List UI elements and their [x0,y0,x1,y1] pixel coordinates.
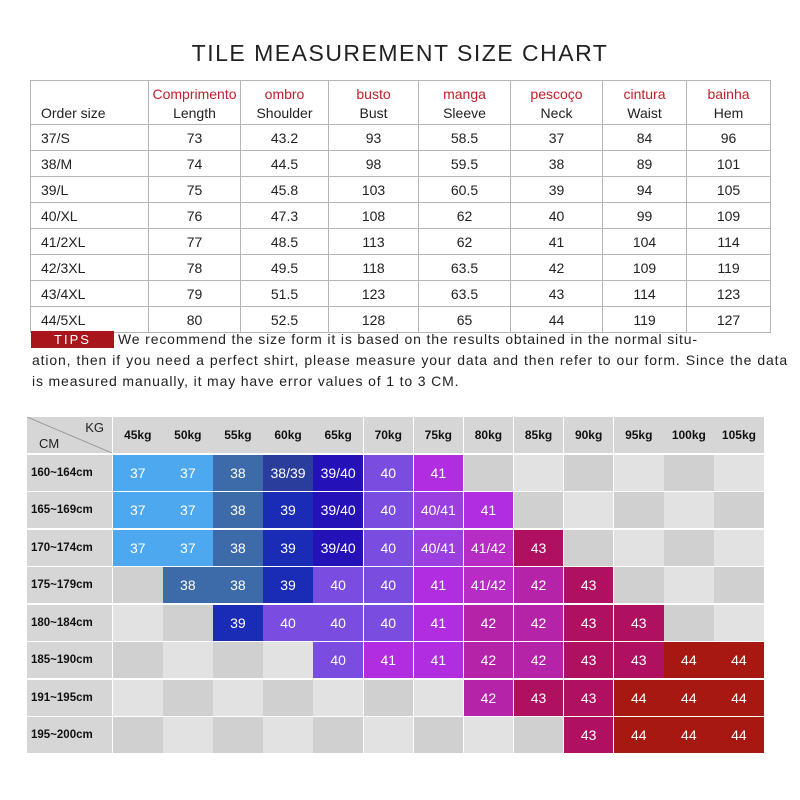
size-cell: 39/40 [313,455,363,491]
size-cell: 44 [664,717,714,753]
empty-cell [564,492,614,528]
size-cell: 41/42 [464,530,514,566]
measurement-cell: 43.2 [241,125,329,151]
weight-header: 80kg [464,417,514,453]
measurement-cell: 63.5 [419,255,511,281]
empty-cell [464,455,514,491]
order-size-cell: 44/5XL [31,307,149,333]
table-row [31,281,771,307]
size-cell: 37 [113,492,163,528]
empty-cell [213,717,263,753]
measurement-cell: 94 [603,177,687,203]
measurement-cell: 109 [687,203,771,229]
measurement-cell: 128 [329,307,419,333]
measurement-cell: 48.5 [241,229,329,255]
size-cell: 38/39 [263,455,313,491]
header-pt-label: ombro [264,86,305,102]
measurement-cell: 52.5 [241,307,329,333]
header-shoulder [241,81,329,125]
header-en-label: Shoulder [256,105,313,121]
size-cell: 43 [564,680,614,716]
empty-cell [313,680,363,716]
size-table-header [31,81,771,125]
size-cell: 42 [514,642,564,678]
measurement-cell: 49.5 [241,255,329,281]
empty-cell [364,717,414,753]
size-cell: 39 [263,530,313,566]
header-pt-label: bainha [707,86,750,102]
size-cell: 39/40 [313,492,363,528]
header-bust [329,81,419,125]
height-label: 185~190cm [27,642,112,678]
measurement-cell: 84 [603,125,687,151]
grid-corner [27,417,112,453]
measurement-cell: 73 [149,125,241,151]
height-label: 191~195cm [27,680,112,716]
header-en-label: Hem [713,105,744,121]
size-cell: 44 [614,680,664,716]
height-label: 175~179cm [27,567,112,603]
order-size-cell: 38/M [31,151,149,177]
empty-cell [664,530,714,566]
size-recommendation-grid [27,417,763,754]
measurement-cell: 123 [329,281,419,307]
size-cell: 43 [564,717,614,753]
empty-cell [564,455,614,491]
measurement-cell: 118 [329,255,419,281]
size-cell: 42 [464,605,514,641]
height-label: 170~174cm [27,530,112,566]
measurement-cell: 60.5 [419,177,511,203]
size-cell: 42 [464,680,514,716]
order-size-cell: 43/4XL [31,281,149,307]
table-row [31,125,771,151]
measurement-cell: 63.5 [419,281,511,307]
size-cell: 41/42 [464,567,514,603]
size-cell: 43 [514,680,564,716]
header-en-label: Length [173,105,216,121]
header-sleeve [419,81,511,125]
weight-header: 70kg [364,417,414,453]
measurement-cell: 41 [511,229,603,255]
empty-cell [464,717,514,753]
order-size-cell: 41/2XL [31,229,149,255]
header-pt-label: manga [443,86,486,102]
empty-cell [113,642,163,678]
measurement-cell: 76 [149,203,241,229]
size-cell: 41 [464,492,514,528]
measurement-cell: 101 [687,151,771,177]
size-cell: 44 [664,642,714,678]
size-cell: 43 [564,642,614,678]
order-size-cell: 42/3XL [31,255,149,281]
measurement-cell: 89 [603,151,687,177]
size-cell: 40 [364,455,414,491]
header-en-label: Bust [359,105,388,121]
empty-cell [263,717,313,753]
measurement-cell: 42 [511,255,603,281]
measurement-cell: 119 [603,307,687,333]
size-cell: 44 [714,717,764,753]
size-cell: 43 [564,567,614,603]
height-label: 180~184cm [27,605,112,641]
measurement-cell: 40 [511,203,603,229]
height-label: 160~164cm [27,455,112,491]
size-cell: 43 [514,530,564,566]
empty-cell [163,680,213,716]
size-cell: 38 [213,530,263,566]
measurement-cell: 80 [149,307,241,333]
weight-header: 65kg [313,417,363,453]
empty-cell [163,717,213,753]
size-cell: 44 [664,680,714,716]
weight-header: 90kg [564,417,614,453]
header-length [149,81,241,125]
empty-cell [414,717,464,753]
size-cell: 38 [213,492,263,528]
size-cell: 42 [514,567,564,603]
weight-header: 45kg [113,417,163,453]
empty-cell [664,567,714,603]
empty-cell [564,530,614,566]
size-cell: 39/40 [313,530,363,566]
size-cell: 40 [364,492,414,528]
tips-line-1: We recommend the size form it is based on the results obtained in the normal situ- [118,331,698,347]
tips-line-rest: ation, then if you need a perfect shirt, please measure your data and then refer to our form. Since the data is measured manually, it may have error values of 1 to 3 CM. [32,352,788,389]
measurement-cell: 47.3 [241,203,329,229]
measurement-cell: 77 [149,229,241,255]
empty-cell [313,717,363,753]
measurement-cell: 96 [687,125,771,151]
empty-cell [664,605,714,641]
measurement-cell: 79 [149,281,241,307]
size-cell: 39 [263,567,313,603]
measurement-cell: 59.5 [419,151,511,177]
kg-label: KG [85,420,104,435]
size-cell: 44 [714,642,764,678]
weight-header: 75kg [414,417,464,453]
header-en-label: Waist [627,105,662,121]
header-pt-label: Comprimento [152,86,237,102]
measurement-cell: 127 [687,307,771,333]
size-cell: 41 [414,642,464,678]
size-cell: 37 [163,455,213,491]
empty-cell [664,492,714,528]
measurement-cell: 39 [511,177,603,203]
measurement-cell: 123 [687,281,771,307]
measurement-cell: 44 [511,307,603,333]
order-size-cell: 37/S [31,125,149,151]
measurement-cell: 99 [603,203,687,229]
measurement-cell: 43 [511,281,603,307]
order-size-cell: 39/L [31,177,149,203]
size-cell: 37 [113,455,163,491]
height-label: 165~169cm [27,492,112,528]
table-row [31,177,771,203]
empty-cell [514,455,564,491]
header-en-label: Sleeve [443,105,486,121]
size-cell: 43 [614,605,664,641]
size-cell: 41 [414,567,464,603]
empty-cell [714,530,764,566]
empty-cell [514,717,564,753]
page-title: TILE MEASUREMENT SIZE CHART [191,40,609,66]
measurement-cell: 45.8 [241,177,329,203]
weight-header: 95kg [614,417,664,453]
measurement-cell: 62 [419,203,511,229]
empty-cell [714,455,764,491]
size-cell: 40/41 [414,530,464,566]
size-table [30,80,771,333]
measurement-cell: 105 [687,177,771,203]
table-row [31,151,771,177]
size-cell: 40 [364,530,414,566]
header-waist [603,81,687,125]
height-label: 195~200cm [27,717,112,753]
measurement-cell: 114 [603,281,687,307]
empty-cell [714,567,764,603]
header-pt-label: cintura [623,86,666,102]
tips-badge: TIPS [31,331,114,348]
size-cell: 40/41 [414,492,464,528]
measurement-cell: 78 [149,255,241,281]
measurement-cell: 104 [603,229,687,255]
measurement-cell: 65 [419,307,511,333]
size-cell: 42 [514,605,564,641]
size-cell: 40 [313,642,363,678]
header-pt-label: busto [356,86,391,102]
header-order-size: Order size [31,81,149,125]
size-cell: 38 [213,455,263,491]
empty-cell [364,680,414,716]
measurement-cell: 74 [149,151,241,177]
measurement-cell: 62 [419,229,511,255]
empty-cell [664,455,714,491]
weight-header: 100kg [664,417,714,453]
measurement-cell: 75 [149,177,241,203]
measurement-cell: 37 [511,125,603,151]
table-row [31,255,771,281]
size-cell: 40 [313,567,363,603]
measurement-cell: 58.5 [419,125,511,151]
measurement-cell: 119 [687,255,771,281]
empty-cell [163,605,213,641]
size-cell: 41 [414,605,464,641]
measurement-cell: 38 [511,151,603,177]
size-cell: 37 [163,492,213,528]
size-cell: 40 [364,605,414,641]
empty-cell [414,680,464,716]
empty-cell [263,642,313,678]
size-cell: 40 [313,605,363,641]
weight-header: 60kg [263,417,313,453]
size-cell: 42 [464,642,514,678]
weight-header: 55kg [213,417,263,453]
size-cell: 39 [213,605,263,641]
empty-cell [213,642,263,678]
weight-header: 50kg [163,417,213,453]
measurement-cell: 108 [329,203,419,229]
cm-label: CM [39,436,60,451]
measurement-cell: 93 [329,125,419,151]
measurement-cell: 103 [329,177,419,203]
empty-cell [614,492,664,528]
measurement-cell: 98 [329,151,419,177]
empty-cell [213,680,263,716]
size-cell: 44 [614,717,664,753]
size-cell: 40 [364,567,414,603]
empty-cell [514,492,564,528]
empty-cell [163,642,213,678]
header-hem [687,81,771,125]
measurement-cell: 114 [687,229,771,255]
table-row [31,229,771,255]
size-cell: 38 [213,567,263,603]
header-en-label: Neck [540,105,573,121]
header-pt-label: pescoço [530,86,583,102]
header-neck [511,81,603,125]
size-cell: 37 [163,530,213,566]
empty-cell [614,530,664,566]
size-cell: 40 [263,605,313,641]
measurement-cell: 51.5 [241,281,329,307]
size-cell: 37 [113,530,163,566]
size-cell: 41 [364,642,414,678]
size-cell: 38 [163,567,213,603]
empty-cell [113,567,163,603]
order-size-cell: 40/XL [31,203,149,229]
empty-cell [614,567,664,603]
weight-header: 105kg [714,417,764,453]
measurement-cell: 44.5 [241,151,329,177]
size-cell: 41 [414,455,464,491]
table-row [31,203,771,229]
measurement-cell: 113 [329,229,419,255]
empty-cell [714,605,764,641]
empty-cell [614,455,664,491]
empty-cell [714,492,764,528]
size-cell: 43 [614,642,664,678]
size-cell: 43 [564,605,614,641]
size-cell: 39 [263,492,313,528]
size-cell: 44 [714,680,764,716]
weight-header: 85kg [514,417,564,453]
empty-cell [113,680,163,716]
empty-cell [263,680,313,716]
empty-cell [113,717,163,753]
measurement-cell: 109 [603,255,687,281]
empty-cell [113,605,163,641]
